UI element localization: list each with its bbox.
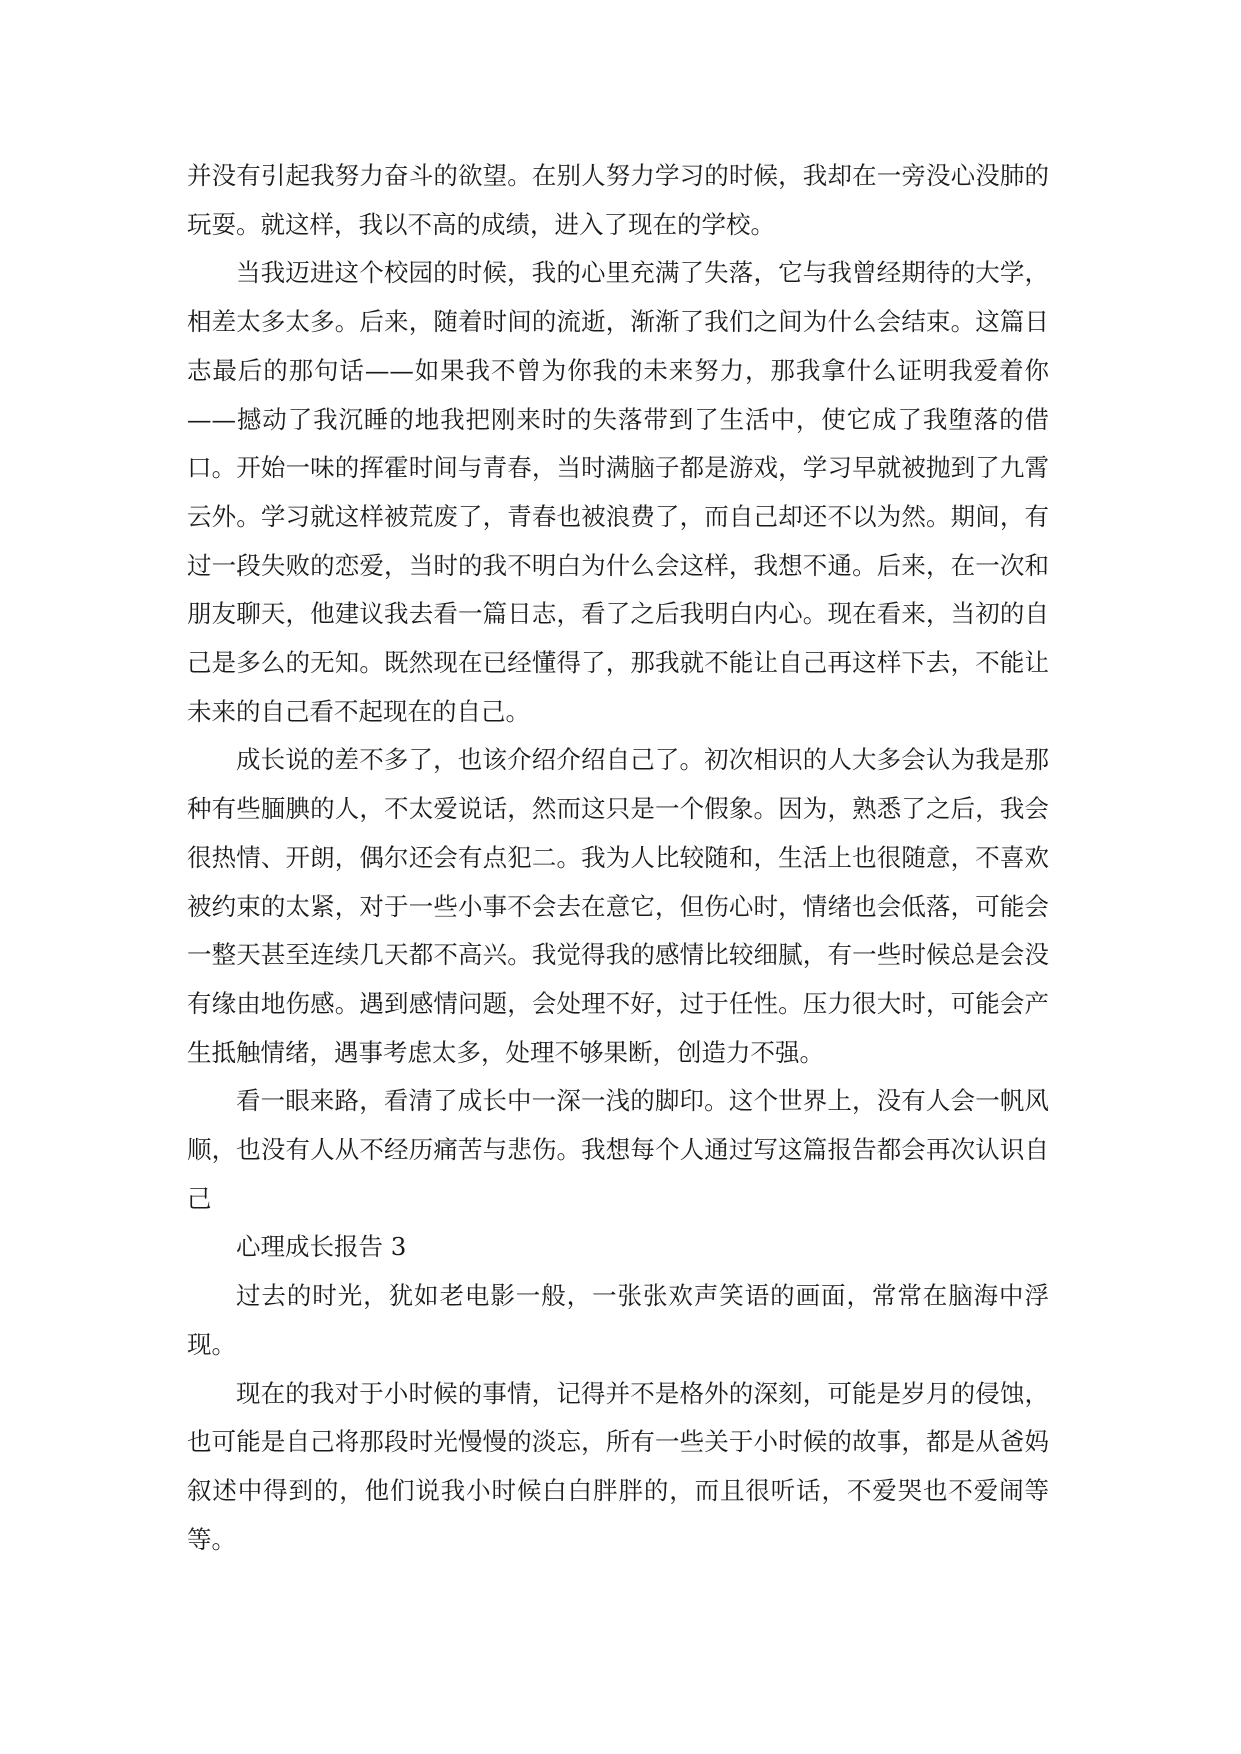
paragraph-past-time: 过去的时光，犹如老电影一般，一张张欢声笑语的画面，常常在脑海中浮现。 [187, 1281, 1049, 1359]
paragraph-campus: 当我迈进这个校园的时候，我的心里充满了失落，它与我曾经期待的大学，相差太多太多。后来，随着时间的流逝，渐渐了我们之间为什么会结束。这篇日志最后的那句话——如果我不曾为你我的未来努力，那我拿什么证明我爱着你——撼动了我沉睡的地我把刚来时的失落带到了生活中，使它成了我堕落的借口。开始一味的挥霍时间与青春，当时满脑子都是游戏，学习早就被抛到了九霄云外。学习就这样被荒废了，青春也被浪费了，而自己却还不以为然。期间，有过一段失败的恋爱，当时的我不明白为什么会这样，我想不通。后来，在一次和朋友聊天，他建议我去看一篇日志，看了之后我明白内心。现在看来，当初的自己是多么的无知。既然现在已经懂得了，那我就不能让自己再这样下去，不能让未来的自己看不起现在的自己。 [187, 258, 1049, 726]
paragraph-self-intro: 成长说的差不多了，也该介绍介绍自己了。初次相识的人大多会认为我是那种有些腼腆的人，不太爱说话，然而这只是一个假象。因为，熟悉了之后，我会很热情、开朗，偶尔还会有点犯二。我为人比较随和，生活上也很随意，不喜欢被约束的太紧，对于一些小事不会去在意它，但伤心时，情绪也会低落，可能会一整天甚至连续几天都不高兴。我觉得我的感情比较细腻，有一些时候总是会没有缘由地伤感。遇到感情问题，会处理不好，过于任性。压力很大时，可能会产生抵触情绪，遇事考虑太多，处理不够果断，创造力不强。 [187, 745, 1049, 1067]
section-heading: 心理成长报告 3 [236, 1232, 407, 1262]
paragraph-continuation: 并没有引起我努力奋斗的欲望。在别人努力学习的时候，我却在一旁没心没肺的玩耍。就这样，我以不高的成绩，进入了现在的学校。 [187, 161, 1049, 239]
paragraph-childhood: 现在的我对于小时候的事情，记得并不是格外的深刻，可能是岁月的侵蚀，也可能是自己将那段时光慢慢的淡忘，所有一些关于小时候的故事，都是从爸妈叙述中得到的，他们说我小时候白白胖胖的，而且很听话，不爱哭也不爱闹等等。 [187, 1378, 1049, 1554]
paragraph-reflection: 看一眼来路，看清了成长中一深一浅的脚印。这个世界上，没有人会一帆风顺，也没有人从不经历痛苦与悲伤。我想每个人通过写这篇报告都会再次认识自己 [187, 1086, 1049, 1213]
document-body [187, 152, 1049, 1564]
